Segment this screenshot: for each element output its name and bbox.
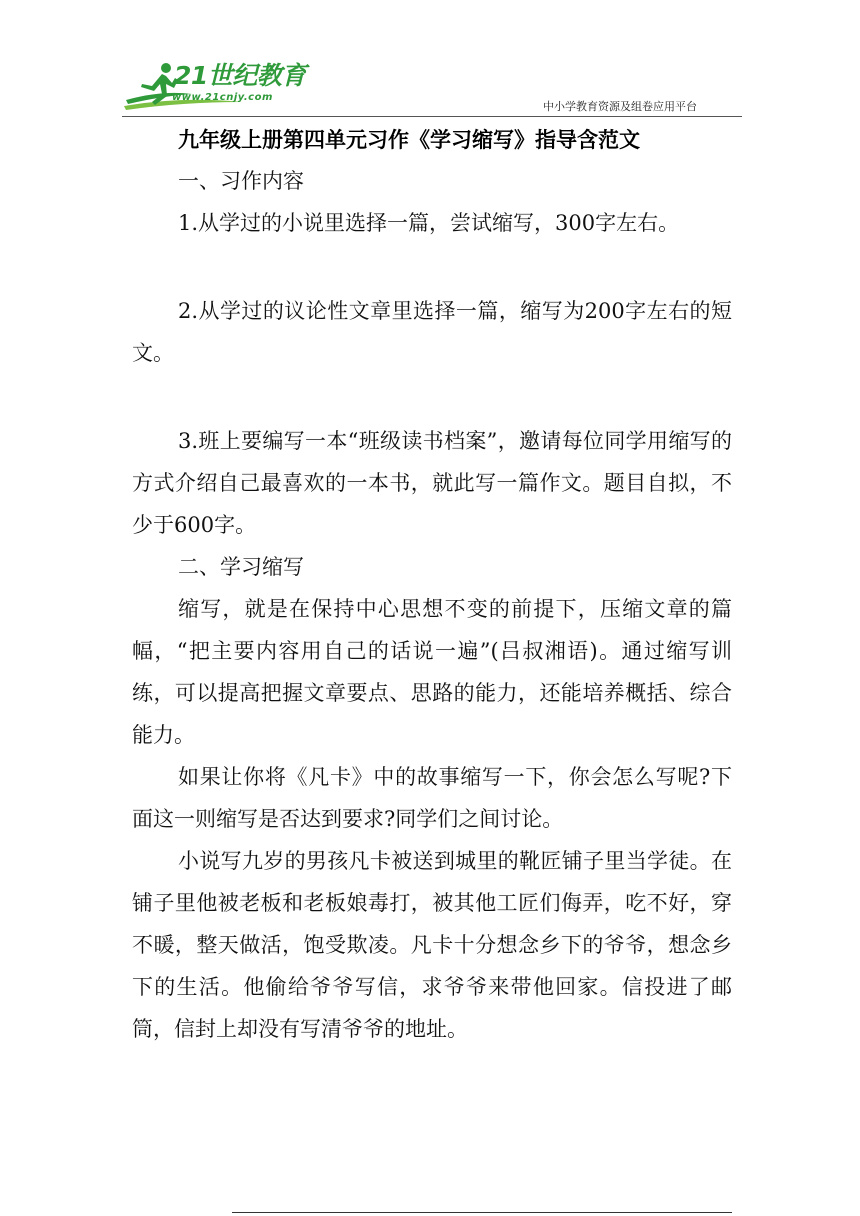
list-item-1: 1.从学过的小说里选择一篇，尝试缩写，300字左右。 [178, 211, 680, 235]
list-item-3: 3.班上要编写一本“班级读书档案”，邀请每位同学用缩写的方式介绍自己最喜欢的一本书，就此写一篇作文。题目自拟，不少于600字。 [132, 429, 732, 537]
document-body [132, 120, 732, 1050]
section-heading-learn: 二、学习缩写 [178, 555, 304, 579]
spacer [132, 244, 732, 290]
document-title: 九年级上册第四单元习作《学习缩写》指导含范文 [178, 128, 640, 152]
logo-url: www.21cnjy.com [172, 92, 273, 103]
list-item-2: 2.从学过的议论性文章里选择一篇，缩写为200字左右的短文。 [132, 299, 732, 365]
section-heading-content: 一、习作内容 [178, 169, 304, 193]
page-header [0, 0, 860, 120]
header-divider [122, 116, 742, 117]
footer-divider [232, 1212, 732, 1213]
logo-wordmark: 21世纪教育 [174, 61, 306, 90]
platform-tagline: 中小学教育资源及组卷应用平台 [543, 100, 697, 113]
spacer [132, 374, 732, 420]
paragraph-definition: 缩写，就是在保持中心思想不变的前提下，压缩文章的篇幅，“把主要内容用自己的话说一遍”(吕叔湘语)。通过缩写训练，可以提高把握文章要点、思路的能力，还能培养概括、综合能力。 [132, 597, 732, 747]
paragraph-example: 小说写九岁的男孩凡卡被送到城里的靴匠铺子里当学徒。在铺子里他被老板和老板娘毒打，被其他工匠们侮弄，吃不好，穿不暖，整天做活，饱受欺凌。凡卡十分想念乡下的爷爷，想念乡下的生活。他偷给爷爷写信，求爷爷来带他回家。信投进了邮筒，信封上却没有写清爷爷的地址。 [132, 849, 732, 1041]
paragraph-question: 如果让你将《凡卡》中的故事缩写一下，你会怎么写呢?下面这一则缩写是否达到要求?同学们之间讨论。 [132, 765, 732, 831]
